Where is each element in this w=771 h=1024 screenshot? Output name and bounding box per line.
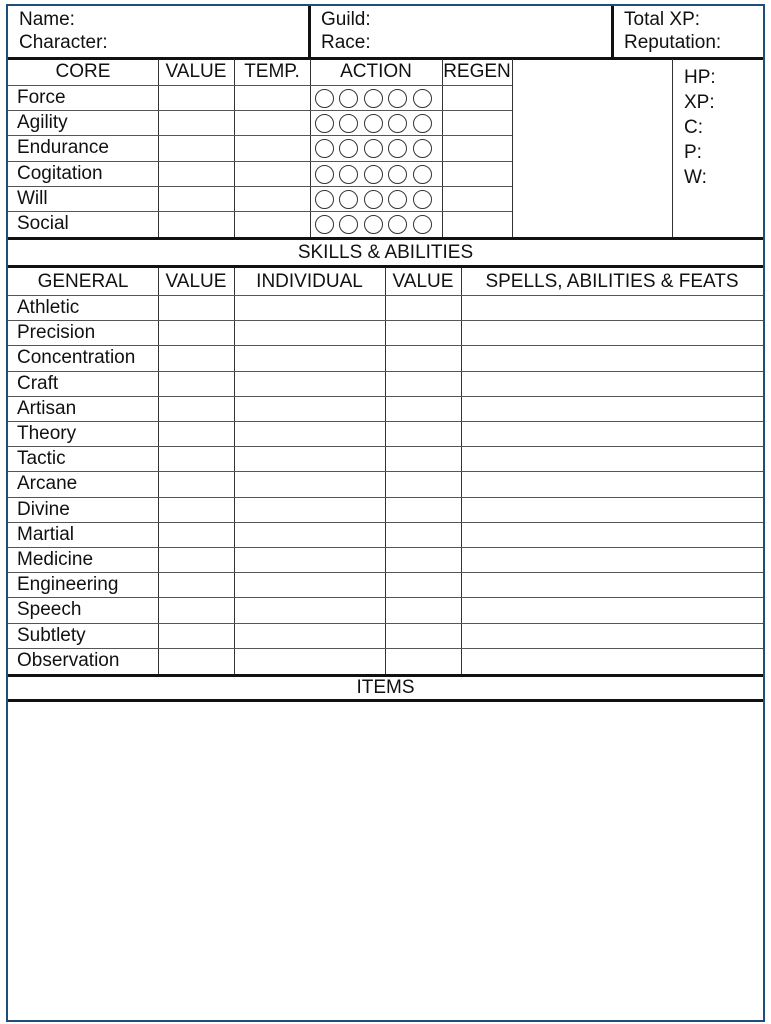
ability-cell[interactable] bbox=[462, 422, 762, 446]
skill-row-label: Athletic bbox=[17, 297, 80, 318]
skill-value-cell[interactable] bbox=[159, 649, 233, 673]
skills-column-header: VALUE bbox=[392, 271, 454, 292]
skills-column-header: SPELLS, ABILITIES & FEATS bbox=[485, 271, 739, 292]
core-temp-cell[interactable] bbox=[235, 212, 309, 236]
individual-value-cell[interactable] bbox=[386, 397, 460, 421]
character-field-label[interactable]: Character: bbox=[19, 32, 108, 53]
individual-skill-cell[interactable] bbox=[235, 422, 384, 446]
individual-value-cell[interactable] bbox=[386, 624, 460, 648]
individual-value-cell[interactable] bbox=[386, 422, 460, 446]
skill-value-cell[interactable] bbox=[159, 472, 233, 496]
reputation-field-label[interactable]: Reputation: bbox=[624, 32, 722, 53]
items-section-title: ITEMS bbox=[356, 677, 415, 698]
core-value-cell[interactable] bbox=[159, 111, 233, 135]
individual-value-cell[interactable] bbox=[386, 346, 460, 370]
core-bottom-border bbox=[8, 237, 763, 240]
items-area[interactable] bbox=[10, 703, 761, 1016]
skill-row-label: Medicine bbox=[17, 549, 94, 570]
skill-value-cell[interactable] bbox=[159, 523, 233, 547]
skills-section-title: SKILLS & ABILITIES bbox=[297, 242, 474, 263]
individual-skill-cell[interactable] bbox=[235, 649, 384, 673]
individual-value-cell[interactable] bbox=[386, 447, 460, 471]
core-regen-cell[interactable] bbox=[443, 162, 511, 186]
name-field-label[interactable]: Name: bbox=[19, 9, 75, 30]
skill-value-cell[interactable] bbox=[159, 321, 233, 345]
core-temp-cell[interactable] bbox=[235, 86, 309, 110]
skill-row-label: Observation bbox=[17, 649, 120, 671]
skill-value-cell[interactable] bbox=[159, 422, 233, 446]
header-bottom-border bbox=[8, 57, 763, 60]
individual-skill-cell[interactable] bbox=[235, 472, 384, 496]
core-column-header: ACTION bbox=[340, 61, 412, 82]
skill-row-label: Divine bbox=[17, 498, 70, 520]
core-column-divider bbox=[512, 59, 513, 237]
skill-value-cell[interactable] bbox=[159, 346, 233, 370]
skill-value-cell[interactable] bbox=[159, 296, 233, 320]
individual-value-cell[interactable] bbox=[386, 296, 460, 320]
stat-label[interactable]: XP: bbox=[684, 92, 715, 113]
ability-cell[interactable] bbox=[462, 321, 762, 345]
skill-row-label: Precision bbox=[17, 322, 96, 344]
header-divider bbox=[308, 6, 311, 59]
core-temp-cell[interactable] bbox=[235, 162, 309, 186]
individual-value-cell[interactable] bbox=[386, 523, 460, 547]
individual-skill-cell[interactable] bbox=[235, 573, 384, 597]
ability-cell[interactable] bbox=[462, 372, 762, 396]
core-value-cell[interactable] bbox=[159, 162, 233, 186]
individual-skill-cell[interactable] bbox=[235, 346, 384, 370]
individual-skill-cell[interactable] bbox=[235, 397, 384, 421]
stat-label[interactable]: HP: bbox=[684, 67, 716, 88]
individual-value-cell[interactable] bbox=[386, 598, 460, 622]
skills-column-header: VALUE bbox=[165, 271, 227, 292]
core-regen-cell[interactable] bbox=[443, 111, 511, 135]
skill-row-label: Engineering bbox=[17, 574, 119, 596]
skill-row-label: Concentration bbox=[17, 347, 136, 369]
ability-cell[interactable] bbox=[462, 523, 762, 547]
ability-cell[interactable] bbox=[462, 397, 762, 421]
skill-value-cell[interactable] bbox=[159, 624, 233, 648]
action-point-checkbox[interactable] bbox=[315, 215, 334, 234]
skill-value-cell[interactable] bbox=[159, 598, 233, 622]
individual-skill-cell[interactable] bbox=[235, 498, 384, 522]
individual-value-cell[interactable] bbox=[386, 649, 460, 673]
action-point-checkbox[interactable] bbox=[364, 89, 383, 108]
core-regen-cell[interactable] bbox=[443, 136, 511, 160]
core-row-label: Cogitation bbox=[17, 162, 103, 184]
skills-column-header: GENERAL bbox=[37, 271, 129, 292]
action-point-checkbox[interactable] bbox=[315, 165, 334, 184]
skill-value-cell[interactable] bbox=[159, 498, 233, 522]
skill-row-label: Arcane bbox=[17, 473, 78, 495]
core-row-label: Endurance bbox=[17, 137, 109, 159]
action-point-checkbox[interactable] bbox=[413, 114, 432, 133]
individual-value-cell[interactable] bbox=[386, 548, 460, 572]
core-regen-cell[interactable] bbox=[443, 212, 511, 236]
individual-skill-cell[interactable] bbox=[235, 296, 384, 320]
individual-skill-cell[interactable] bbox=[235, 447, 384, 471]
individual-skill-cell[interactable] bbox=[235, 624, 384, 648]
ability-cell[interactable] bbox=[462, 472, 762, 496]
guild-field-label[interactable]: Guild: bbox=[321, 9, 371, 30]
skill-value-cell[interactable] bbox=[159, 548, 233, 572]
ability-cell[interactable] bbox=[462, 624, 762, 648]
skill-row-label: Speech bbox=[17, 599, 82, 621]
action-point-checkbox[interactable] bbox=[388, 190, 407, 209]
individual-value-cell[interactable] bbox=[386, 321, 460, 345]
ability-cell[interactable] bbox=[462, 498, 762, 522]
core-row-label: Social bbox=[17, 213, 69, 234]
action-point-checkbox[interactable] bbox=[364, 165, 383, 184]
skill-value-cell[interactable] bbox=[159, 573, 233, 597]
action-point-checkbox[interactable] bbox=[388, 165, 407, 184]
individual-skill-cell[interactable] bbox=[235, 321, 384, 345]
core-column-header: CORE bbox=[55, 61, 111, 82]
individual-value-cell[interactable] bbox=[386, 498, 460, 522]
ability-cell[interactable] bbox=[462, 598, 762, 622]
stat-label[interactable]: W: bbox=[684, 167, 707, 188]
skills-column-header: INDIVIDUAL bbox=[256, 271, 363, 292]
ability-cell[interactable] bbox=[462, 296, 762, 320]
action-point-checkbox[interactable] bbox=[364, 114, 383, 133]
skill-value-cell[interactable] bbox=[159, 397, 233, 421]
individual-value-cell[interactable] bbox=[386, 472, 460, 496]
individual-skill-cell[interactable] bbox=[235, 523, 384, 547]
core-regen-cell[interactable] bbox=[443, 187, 511, 211]
core-value-cell[interactable] bbox=[159, 136, 233, 160]
stat-label[interactable]: C: bbox=[684, 117, 703, 138]
total-xp-field-label[interactable]: Total XP: bbox=[624, 9, 701, 30]
core-row-label: Force bbox=[17, 87, 66, 108]
ability-cell[interactable] bbox=[462, 346, 762, 370]
stat-label[interactable]: P: bbox=[684, 142, 702, 163]
stats-divider bbox=[672, 59, 673, 237]
race-field-label[interactable]: Race: bbox=[321, 32, 371, 53]
core-column-header: VALUE bbox=[165, 61, 227, 82]
action-point-checkbox[interactable] bbox=[413, 89, 432, 108]
individual-skill-cell[interactable] bbox=[235, 548, 384, 572]
action-point-checkbox[interactable] bbox=[413, 215, 432, 234]
skill-row-label: Tactic bbox=[17, 448, 66, 470]
action-point-checkbox[interactable] bbox=[315, 190, 334, 209]
skill-row-label: Craft bbox=[17, 372, 59, 394]
skill-row-label: Artisan bbox=[17, 397, 77, 419]
individual-value-cell[interactable] bbox=[386, 573, 460, 597]
core-temp-cell[interactable] bbox=[235, 187, 309, 211]
action-point-checkbox[interactable] bbox=[339, 165, 358, 184]
core-value-cell[interactable] bbox=[159, 187, 233, 211]
core-temp-cell[interactable] bbox=[235, 136, 309, 160]
skill-row-label: Subtlety bbox=[17, 624, 86, 646]
core-value-cell[interactable] bbox=[159, 212, 233, 236]
individual-skill-cell[interactable] bbox=[235, 598, 384, 622]
ability-cell[interactable] bbox=[462, 447, 762, 471]
action-point-checkbox[interactable] bbox=[364, 215, 383, 234]
individual-skill-cell[interactable] bbox=[235, 372, 384, 396]
action-point-checkbox[interactable] bbox=[413, 139, 432, 158]
ability-cell[interactable] bbox=[462, 649, 762, 673]
action-point-checkbox[interactable] bbox=[315, 89, 334, 108]
action-point-checkbox[interactable] bbox=[364, 190, 383, 209]
individual-value-cell[interactable] bbox=[386, 372, 460, 396]
skill-value-cell[interactable] bbox=[159, 447, 233, 471]
items-title-border bbox=[8, 699, 763, 702]
skill-row-label: Theory bbox=[17, 423, 77, 444]
core-value-cell[interactable] bbox=[159, 86, 233, 110]
ability-cell[interactable] bbox=[462, 548, 762, 572]
skill-value-cell[interactable] bbox=[159, 372, 233, 396]
core-row-label: Agility bbox=[17, 112, 68, 134]
ability-cell[interactable] bbox=[462, 573, 762, 597]
action-point-checkbox[interactable] bbox=[413, 190, 432, 209]
core-temp-cell[interactable] bbox=[235, 111, 309, 135]
core-regen-cell[interactable] bbox=[443, 86, 511, 110]
core-row-label: Will bbox=[17, 187, 48, 209]
core-column-header: REGEN bbox=[443, 61, 511, 82]
action-point-checkbox[interactable] bbox=[413, 165, 432, 184]
core-column-header: TEMP. bbox=[244, 61, 300, 82]
header-divider bbox=[611, 6, 614, 59]
skill-row-label: Martial bbox=[17, 523, 75, 545]
